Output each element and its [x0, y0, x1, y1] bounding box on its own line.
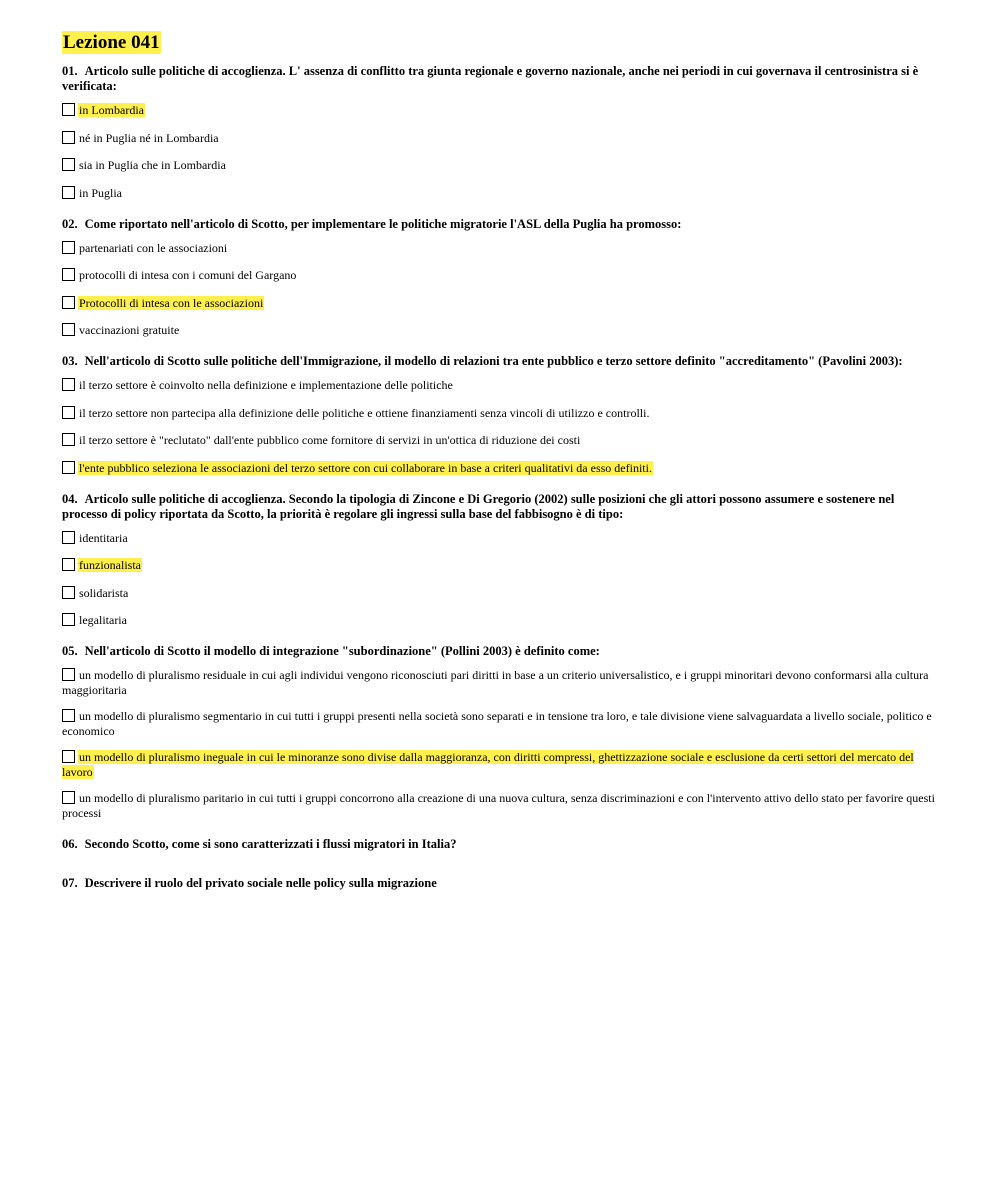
question-number: 07.	[62, 876, 78, 890]
question-body: Articolo sulle politiche di accoglienza. Secondo la tipologia di Zincone e Di Gregorio (2002) sulle posizioni che gli attori possono assumere e sostenere nel processo di policy riportata da Scotto, la priorità è regolare gli ingressi sulla base del fabbisogno è di tipo:	[62, 491, 895, 521]
answer-option[interactable]	[62, 709, 942, 739]
answer-checkbox[interactable]	[62, 378, 75, 391]
answer-option[interactable]	[62, 406, 942, 421]
question-body: Nell'articolo di Scotto sulle politiche dell'Immigrazione, il modello di relazioni tra ente pubblico e terzo settore definito "accreditamento" (Pavolini 2003):	[84, 354, 903, 368]
answer-label: il terzo settore è coinvolto nella definizione e implementazione delle politiche	[79, 378, 453, 392]
answer-option[interactable]	[62, 103, 942, 118]
lesson-title-text: Lezione 041	[63, 32, 160, 53]
answer-checkbox[interactable]	[62, 433, 75, 446]
answer-label-highlighted: l'ente pubblico seleziona le associazioni del terzo settore con cui collaborare in base a criteri qualitativi da esso definiti.	[79, 460, 652, 475]
answer-list	[62, 668, 942, 821]
answer-label-highlighted: un modello di pluralismo ineguale in cui le minoranze sono divise dalla maggioranza, con diritti compressi, ghettizzazione sociale e esclusione da certi settori del mercato del lavoro	[62, 750, 914, 779]
answer-checkbox[interactable]	[62, 323, 75, 336]
answer-list	[62, 531, 942, 629]
answer-label-highlighted: funzionalista	[79, 558, 141, 572]
answer-checkbox[interactable]	[62, 613, 75, 626]
answer-checkbox[interactable]	[62, 668, 75, 681]
answer-option[interactable]	[62, 433, 942, 448]
question-4	[62, 492, 942, 629]
answer-label: protocolli di intesa con i comuni del Gargano	[79, 268, 297, 282]
answer-checkbox[interactable]	[62, 750, 75, 763]
answer-checkbox[interactable]	[62, 461, 75, 474]
answer-option[interactable]	[62, 241, 942, 256]
question-text	[62, 354, 942, 369]
answer-list	[62, 241, 942, 339]
answer-label: identitaria	[79, 530, 128, 545]
open-question-list	[62, 837, 942, 891]
answer-checkbox[interactable]	[62, 296, 75, 309]
question-number: 06.	[62, 837, 78, 851]
question-number: 03.	[62, 354, 78, 368]
answer-checkbox[interactable]	[62, 406, 75, 419]
lesson-title	[62, 31, 942, 64]
answer-label: il terzo settore non partecipa alla definizione delle politiche e ottiene finanziamenti senza vincoli di utilizzo e controlli.	[79, 405, 650, 420]
question-text	[62, 64, 942, 94]
answer-option[interactable]	[62, 558, 942, 573]
answer-option[interactable]	[62, 296, 942, 311]
answer-checkbox[interactable]	[62, 558, 75, 571]
open-question-2	[62, 876, 942, 891]
answer-option[interactable]	[62, 531, 942, 546]
answer-list	[62, 378, 942, 476]
question-5	[62, 644, 942, 821]
question-body: Nell'articolo di Scotto il modello di integrazione "subordinazione" (Pollini 2003) è definito come:	[84, 644, 600, 658]
answer-list	[62, 103, 942, 201]
quiz-page	[62, 31, 942, 915]
answer-label: vaccinazioni gratuite	[79, 323, 180, 337]
answer-checkbox[interactable]	[62, 586, 75, 599]
answer-option[interactable]	[62, 461, 942, 476]
question-3	[62, 354, 942, 476]
answer-checkbox[interactable]	[62, 158, 75, 171]
answer-label: partenariati con le associazioni	[79, 240, 228, 255]
answer-option[interactable]	[62, 750, 942, 780]
answer-label: legalitaria	[79, 613, 127, 627]
answer-checkbox[interactable]	[62, 268, 75, 281]
question-body: Articolo sulle politiche di accoglienza. L' assenza di conflitto tra giunta regionale e governo nazionale, anche nei periodi in cui governava il centrosinistra si è verificata:	[62, 64, 919, 93]
question-text	[62, 492, 942, 522]
answer-label: sia in Puglia che in Lombardia	[79, 158, 226, 172]
answer-option[interactable]	[62, 268, 942, 283]
question-number: 02.	[62, 216, 78, 231]
answer-checkbox[interactable]	[62, 709, 75, 722]
answer-label: un modello di pluralismo segmentario in cui tutti i gruppi presenti nella società sono separati e in tensione tra loro, e tale divisione viene salvaguardata a livello sociale, politico e economico	[62, 709, 932, 738]
answer-label: un modello di pluralismo residuale in cui agli individui vengono riconosciuti pari diritti in base a un criterio universalistico, e i gruppi minoritari devono conformarsi alla cultura maggioritaria	[62, 668, 929, 697]
answer-checkbox[interactable]	[62, 131, 75, 144]
answer-label: in Puglia	[79, 185, 123, 200]
question-number: 05.	[62, 644, 78, 658]
question-list	[62, 64, 942, 821]
answer-label-highlighted: in Lombardia	[79, 103, 144, 117]
answer-option[interactable]	[62, 613, 942, 628]
answer-option[interactable]	[62, 668, 942, 698]
answer-option[interactable]	[62, 791, 942, 821]
answer-label: solidarista	[79, 585, 129, 600]
question-1	[62, 64, 942, 201]
answer-option[interactable]	[62, 186, 942, 201]
answer-label: né in Puglia né in Lombardia	[79, 130, 219, 145]
open-question-1	[62, 837, 942, 852]
question-body: Descrivere il ruolo del privato sociale nelle policy sulla migrazione	[84, 876, 437, 890]
answer-label: un modello di pluralismo paritario in cui tutti i gruppi concorrono alla creazione di una nuova cultura, senza discriminazioni e con l'intervento attivo dello stato per favorire questi processi	[62, 791, 935, 820]
question-body: Come riportato nell'articolo di Scotto, per implementare le politiche migratorie l'ASL della Puglia ha promosso:	[84, 216, 682, 231]
question-text	[62, 217, 942, 232]
question-text	[62, 644, 942, 659]
answer-checkbox[interactable]	[62, 791, 75, 804]
answer-checkbox[interactable]	[62, 241, 75, 254]
question-body: Secondo Scotto, come si sono caratterizzati i flussi migratori in Italia?	[84, 837, 457, 851]
question-number: 04.	[62, 491, 78, 506]
question-text	[62, 876, 942, 891]
answer-option[interactable]	[62, 586, 942, 601]
answer-checkbox[interactable]	[62, 186, 75, 199]
answer-option[interactable]	[62, 323, 942, 338]
question-number: 01.	[62, 64, 78, 78]
answer-checkbox[interactable]	[62, 103, 75, 116]
answer-label-highlighted: Protocolli di intesa con le associazioni	[79, 295, 264, 310]
answer-option[interactable]	[62, 131, 942, 146]
question-text	[62, 837, 942, 852]
answer-option[interactable]	[62, 158, 942, 173]
answer-option[interactable]	[62, 378, 942, 393]
answer-checkbox[interactable]	[62, 531, 75, 544]
question-2	[62, 217, 942, 339]
answer-label: il terzo settore è "reclutato" dall'ente pubblico come fornitore di servizi in un'ottica di riduzione dei costi	[79, 433, 581, 447]
